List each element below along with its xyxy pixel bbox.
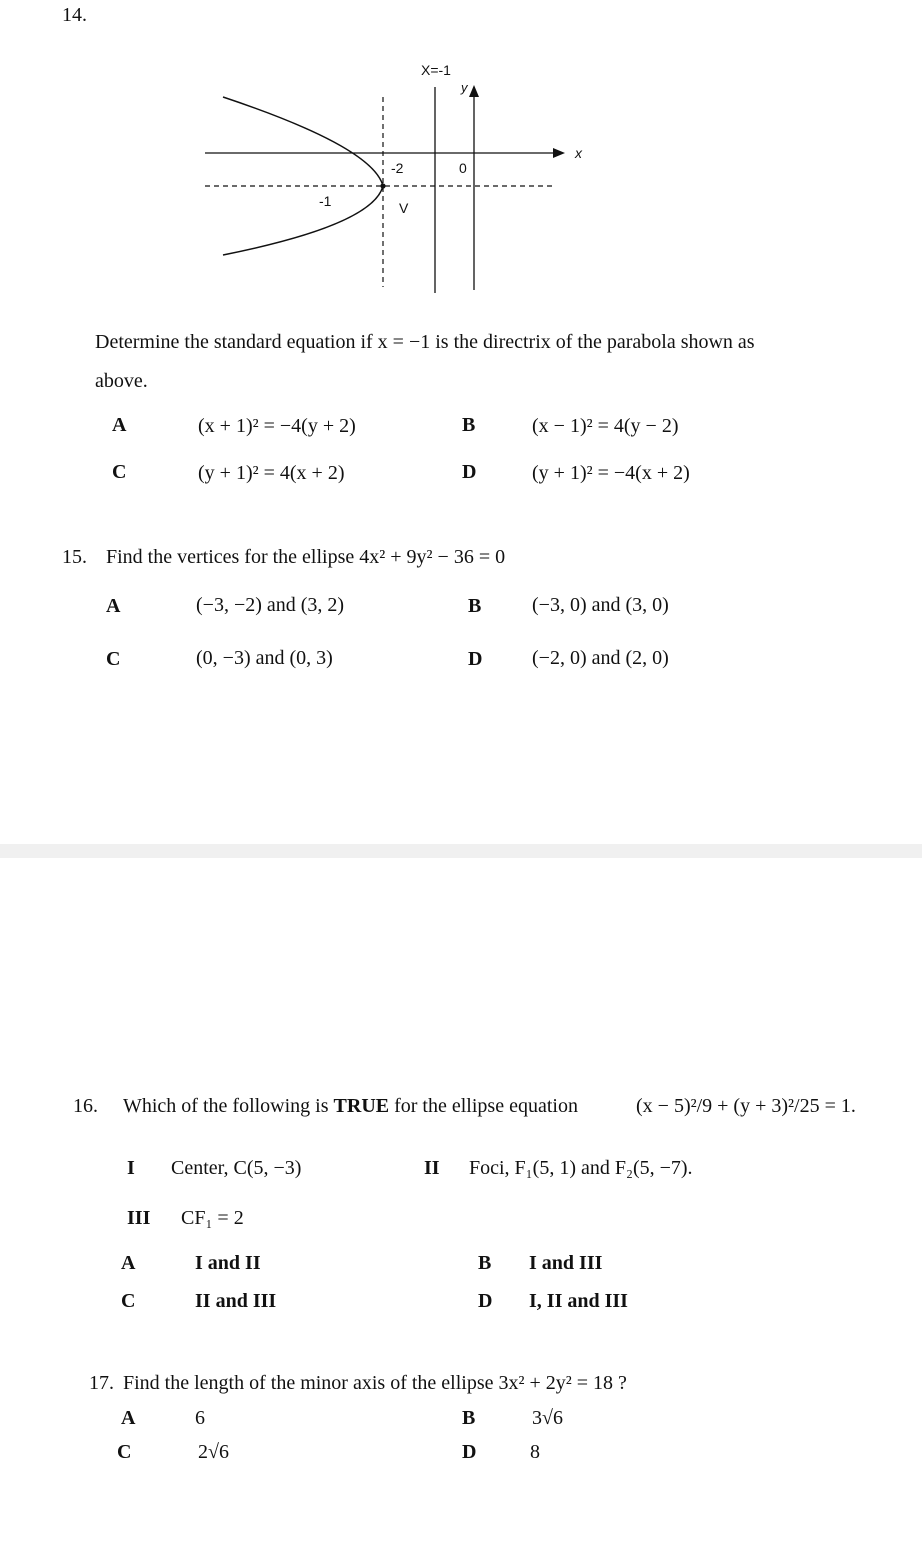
- q14-option-d-text[interactable]: (y + 1)² = −4(x + 2): [532, 462, 690, 484]
- question-16-prefix: Which of the following is: [123, 1095, 329, 1117]
- q17-option-b-text[interactable]: 3√6: [532, 1407, 563, 1429]
- q16-option-a-letter[interactable]: A: [121, 1252, 136, 1274]
- q17-option-c-text[interactable]: 2√6: [198, 1441, 229, 1463]
- statement-iii-label: III: [127, 1207, 151, 1229]
- statement-iii-text: CF₁ = 2: [181, 1207, 244, 1229]
- statement-i-text: Center, C(5, −3): [171, 1157, 302, 1179]
- q16-option-c-text[interactable]: II and III: [195, 1290, 277, 1312]
- q15-option-c-text[interactable]: (0, −3) and (0, 3): [196, 647, 333, 669]
- q15-option-a-text[interactable]: (−3, −2) and (3, 2): [196, 594, 345, 616]
- q16-option-b-letter[interactable]: B: [478, 1252, 492, 1274]
- question-14-text-line2: above.: [95, 370, 148, 392]
- page-separator: [0, 844, 922, 858]
- q16-option-d-letter[interactable]: D: [478, 1290, 493, 1312]
- q17-option-a-letter[interactable]: A: [121, 1407, 136, 1429]
- q14-option-d-letter[interactable]: D: [462, 461, 477, 483]
- q16-option-d-text[interactable]: I, II and III: [529, 1290, 628, 1312]
- q15-option-d-letter[interactable]: D: [468, 648, 483, 670]
- label-neg2: -2: [391, 160, 404, 176]
- q17-option-b-letter[interactable]: B: [462, 1407, 476, 1429]
- question-14-number: 14.: [62, 4, 87, 26]
- q14-option-c-letter[interactable]: C: [112, 461, 127, 483]
- label-neg1: -1: [319, 193, 332, 209]
- question-16-text: [123, 1095, 578, 1118]
- question-15-number: 15.: [62, 546, 87, 568]
- question-17-text: Find the length of the minor axis of the ellipse 3x² + 2y² = 18 ?: [123, 1372, 627, 1394]
- q16-option-b-text[interactable]: I and III: [529, 1252, 603, 1274]
- q14-option-c-text[interactable]: (y + 1)² = 4(x + 2): [198, 462, 345, 484]
- q15-option-d-text[interactable]: (−2, 0) and (2, 0): [532, 647, 669, 669]
- q17-option-a-text[interactable]: 6: [195, 1407, 205, 1429]
- q15-option-b-text[interactable]: (−3, 0) and (3, 0): [532, 594, 669, 616]
- vertex-label: V: [399, 200, 409, 216]
- q14-option-a-letter[interactable]: A: [112, 414, 127, 436]
- q15-option-a-letter[interactable]: A: [106, 595, 121, 617]
- question-16-bold: TRUE: [333, 1095, 390, 1117]
- question-16-number: 16.: [73, 1095, 98, 1117]
- q15-option-c-letter[interactable]: C: [106, 648, 121, 670]
- statement-ii-label: II: [424, 1157, 440, 1179]
- question-15-text: Find the vertices for the ellipse 4x² + 9y² − 36 = 0: [106, 546, 506, 568]
- statement-i-label: I: [127, 1157, 135, 1179]
- q16-option-a-text[interactable]: I and II: [195, 1252, 261, 1274]
- q17-option-d-text[interactable]: 8: [530, 1441, 540, 1463]
- parabola-figure: [195, 55, 595, 300]
- vertex-point: [380, 183, 385, 188]
- q16-option-c-letter[interactable]: C: [121, 1290, 136, 1312]
- label-zero: 0: [459, 160, 467, 176]
- question-16-suffix: for the ellipse equation: [394, 1095, 578, 1117]
- statement-ii-text: Foci, F₁(5, 1) and F₂(5, −7).: [469, 1157, 693, 1179]
- question-17-number: 17.: [89, 1372, 114, 1394]
- q14-option-b-letter[interactable]: B: [462, 414, 476, 436]
- q17-option-d-letter[interactable]: D: [462, 1441, 477, 1463]
- question-14-text-line1: Determine the standard equation if x = −1 is the directrix of the parabola shown as: [95, 331, 755, 353]
- q14-option-b-text[interactable]: (x − 1)² = 4(y − 2): [532, 415, 679, 437]
- q14-option-a-text[interactable]: (x + 1)² = −4(y + 2): [198, 415, 356, 437]
- y-axis-label: y: [461, 80, 468, 95]
- question-16-equation: (x − 5)²/9 + (y + 3)²/25 = 1.: [636, 1095, 856, 1117]
- x-axis-label: x: [575, 145, 582, 161]
- parabola-curve: [223, 97, 383, 255]
- y-axis-arrow: [469, 85, 479, 97]
- q17-option-c-letter[interactable]: C: [117, 1441, 132, 1463]
- directrix-label: X=-1: [421, 62, 451, 78]
- x-axis-arrow: [553, 148, 565, 158]
- q15-option-b-letter[interactable]: B: [468, 595, 482, 617]
